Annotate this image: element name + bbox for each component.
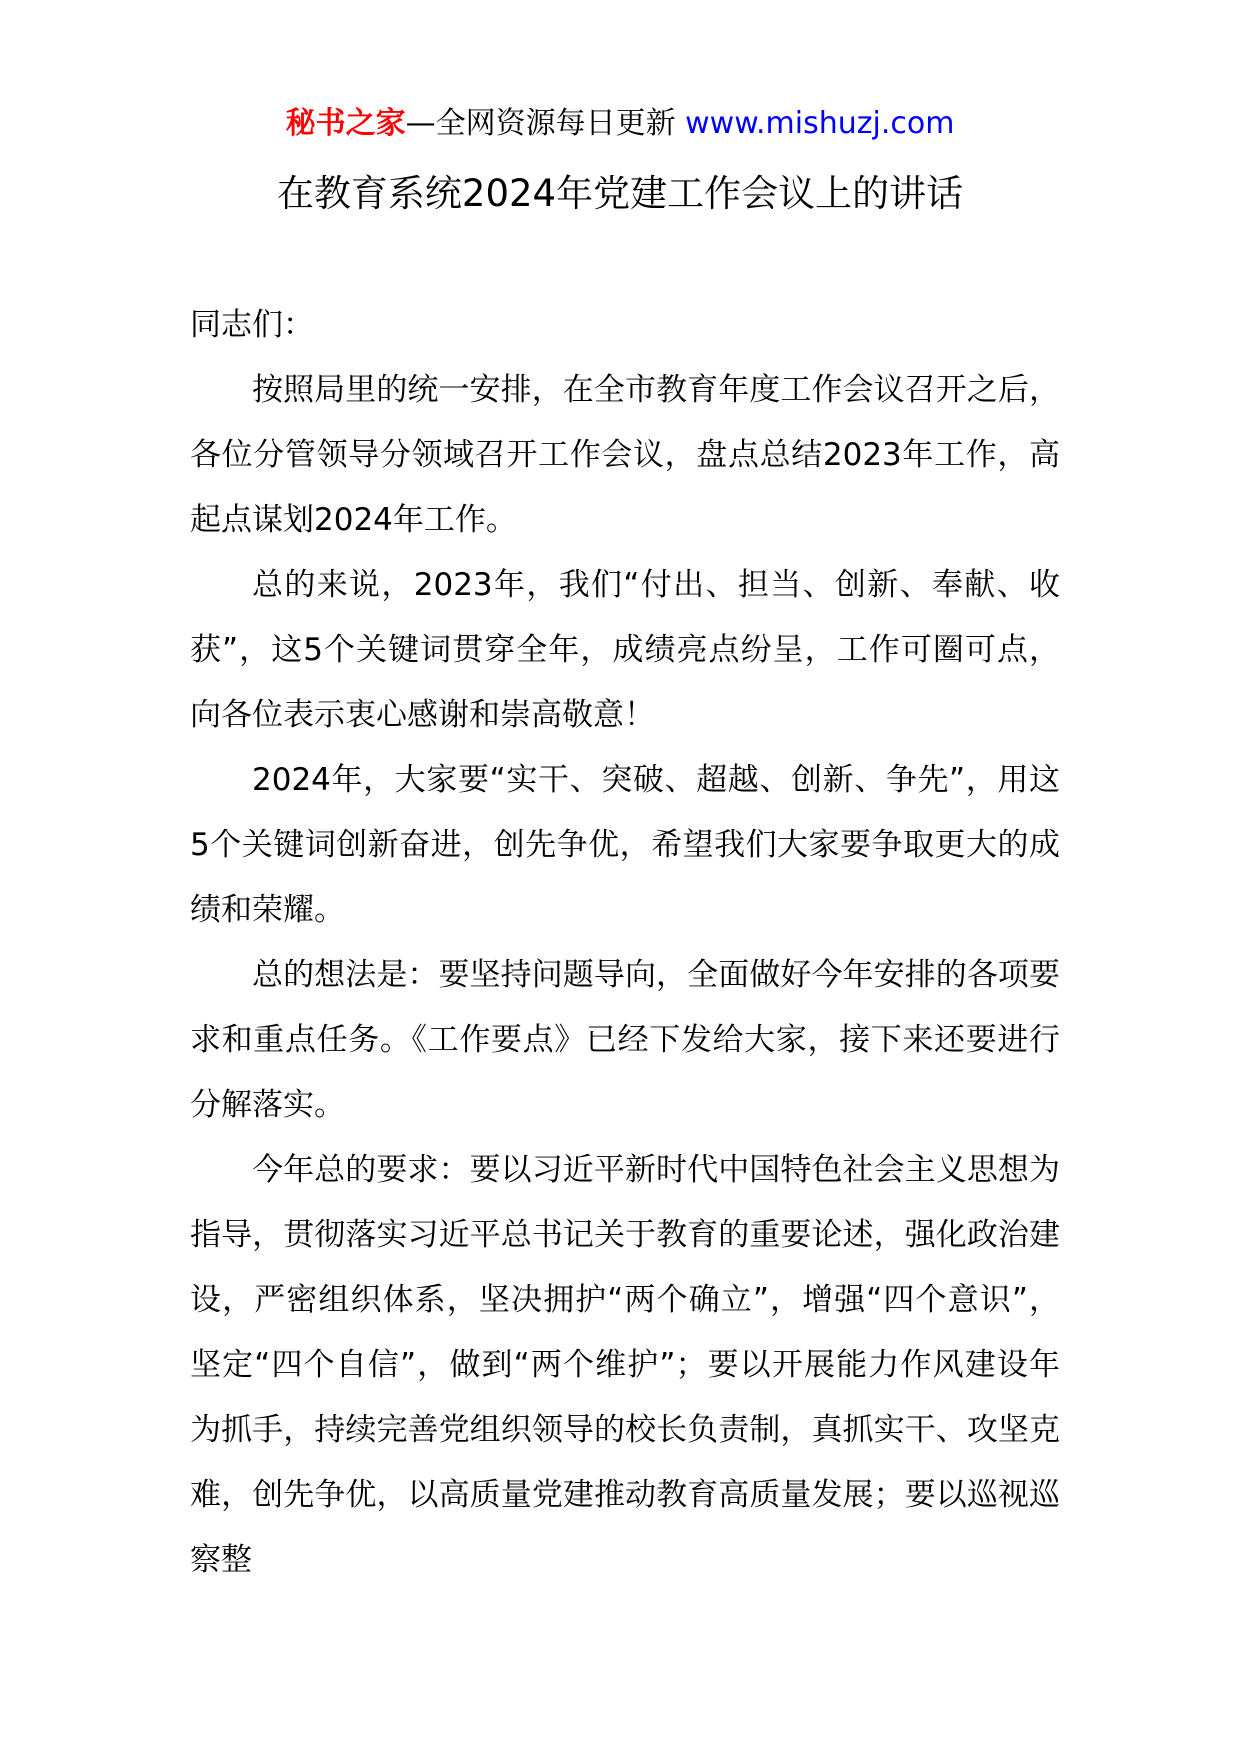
document-body: [190, 293, 1060, 1593]
site-tagline: —全网资源每日更新: [405, 106, 676, 141]
paragraph: 按照局里的统一安排，在全市教育年度工作会议召开之后，各位分管领导分领域召开工作会议，盘点总结2023年工作，高起点谋划2024年工作。: [190, 372, 1060, 538]
paragraph: 总的来说，2023年，我们“付出、担当、创新、奉献、收获”，这5个关键词贯穿全年，成绩亮点纷呈，工作可圈可点，向各位表示衷心感谢和崇高敬意！: [190, 567, 1060, 733]
salutation: 同志们：: [190, 307, 314, 343]
site-header: [0, 104, 1240, 144]
document-title: 在教育系统2024年党建工作会议上的讲话: [276, 172, 964, 215]
paragraph: 总的想法是：要坚持问题导向，全面做好今年安排的各项要求和重点任务。《工作要点》已经下发给大家，接下来还要进行分解落实。: [190, 957, 1060, 1123]
paragraph: 今年总的要求：要以习近平新时代中国特色社会主义思想为指导，贯彻落实习近平总书记关于教育的重要论述，强化政治建设，严密组织体系，坚决拥护“两个确立”，增强“四个意识”，坚定“四个自信”，做到“两个维护”；要以开展能力作风建设年为抓手，持续完善党组织领导的校长负责制，真抓实干、攻坚克难，创先争优，以高质量党建推动教育高质量发展；要以巡视巡察整: [190, 1152, 1060, 1578]
brand-name: 秘书之家: [285, 106, 406, 141]
site-url-link[interactable]: www.mishuzj.com: [685, 106, 955, 141]
paragraph: 2024年，大家要“实干、突破、超越、创新、争先”，用这5个关键词创新奋进，创先争优，希望我们大家要争取更大的成绩和荣耀。: [190, 762, 1060, 928]
